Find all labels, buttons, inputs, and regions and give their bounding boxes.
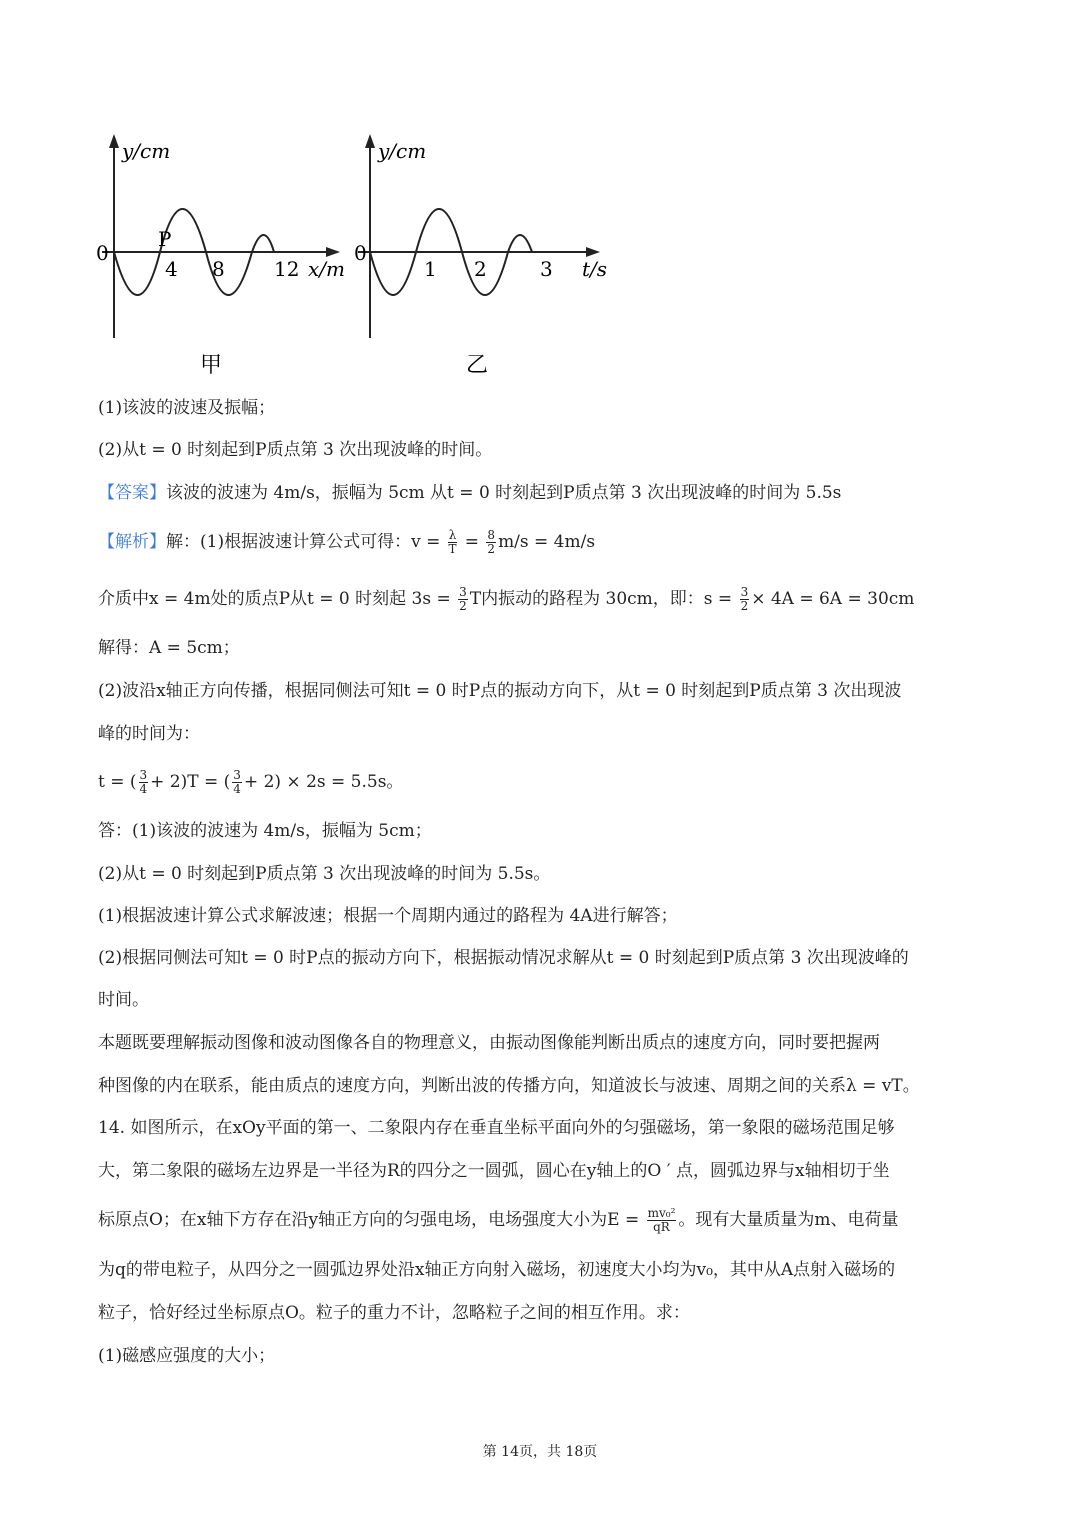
answer-line: [98, 481, 988, 505]
caption-yi: 乙: [466, 353, 489, 378]
t-axis-label: t/s: [582, 257, 608, 281]
reply-line-2: (2)从t = 0 时刻起到P质点第 3 次出现波峰的时间为 5.5s。: [98, 864, 551, 884]
analysis-line-2: 介质中x = 4m处的质点P从t = 0 时刻起 3s = $\frac{3}{2}$ T内振动的路程为 30cm，即：s = $\frac{3}{2}$ × 4A = 6A = 30cm: [98, 585, 915, 613]
vibration-graph-yi: [354, 134, 607, 378]
problem-14-line-5: 粒子，恰好经过坐标原点O。粒子的重力不计，忽略粒子之间的相互作用。求：: [98, 1303, 690, 1323]
fraction-3-4: $\frac{3}{4}$: [233, 768, 241, 796]
point-p-label: P: [158, 227, 172, 251]
problem-14-line-6: (1)磁感应强度的大小；: [98, 1346, 276, 1366]
answer-tag: 【答案】: [98, 483, 166, 503]
note-line-5: 种图像的内在联系，能由质点的速度方向，判断出波的传播方向，知道波长与波速、周期之间的关系λ = vT。: [98, 1076, 920, 1096]
note-line-1: (1)根据波速计算公式求解波速；根据一个周期内通过的路程为 4A进行解答；: [98, 906, 678, 926]
fraction-8-2: $\frac{8}{2}$: [487, 528, 496, 556]
problem-14-line-1: 14. 如图所示，在xOy平面的第一、二象限内存在垂直坐标平面向外的匀强磁场，第一象限的磁场范围足够: [98, 1118, 895, 1138]
y-axis-label: y/cm: [378, 139, 427, 163]
tick-1: 1: [424, 257, 437, 281]
question-1: (1)该波的波速及振幅；: [98, 398, 276, 418]
tick-3: 3: [540, 257, 553, 281]
page-footer: 第 14页，共 18页: [482, 1444, 598, 1460]
reply-line-1: 答：(1)该波的波速为 4m/s，振幅为 5cm；: [98, 821, 432, 841]
question-2: (2)从t = 0 时刻起到P质点第 3 次出现波峰的时间。: [98, 440, 493, 460]
note-line-4: 本题既要理解振动图像和波动图像各自的物理意义，由振动图像能判断出质点的速度方向，同时要把握两: [98, 1033, 880, 1053]
origin-label: 0: [96, 241, 109, 265]
fraction-e-field: $\frac{\text{mv₀²}}{qR}$: [647, 1206, 676, 1234]
analysis-line-6: t = ( $\frac{3}{4}$ + 2)T = ( $\frac{3}{4}$ + 2) × 2s = 5.5s。: [98, 768, 404, 796]
analysis-tag: 【解析】: [98, 532, 166, 552]
fraction-lambda-t: $\frac{\lambda}{T}$: [448, 528, 457, 556]
fraction-3-2: $\frac{3}{2}$: [459, 585, 467, 613]
problem-14-line-3: 标原点O；在x轴下方存在沿y轴正方向的匀强电场，电场强度大小为E = $\frac{\text{mv₀²}}{qR}$ 。现有大量质量为m、电荷量: [98, 1206, 899, 1234]
answer-text: 该波的波速为 4m/s，振幅为 5cm 从t = 0 时刻起到P质点第 3 次出现波峰的时间为 5.5s: [166, 483, 842, 503]
analysis-line-5: 峰的时间为：: [98, 724, 200, 744]
tick-8: 8: [212, 257, 225, 281]
note-line-3: 时间。: [98, 990, 149, 1010]
fraction-3-2: $\frac{3}{2}$: [740, 585, 749, 613]
analysis-line-3: 解得：A = 5cm；: [98, 638, 240, 658]
tick-2: 2: [474, 257, 487, 281]
y-axis-label: y/cm: [122, 139, 171, 163]
note-line-2: (2)根据同侧法可知t = 0 时P点的振动方向下，根据振动情况求解从t = 0 时刻起到P质点第 3 次出现波峰的: [98, 948, 909, 968]
analysis-text: m/s = 4m/s: [498, 532, 596, 552]
fraction-3-4: $\frac{3}{4}$: [139, 768, 148, 796]
x-axis-label: x/m: [308, 257, 345, 281]
analysis-text: 解：(1)根据波速计算公式可得：v =: [166, 532, 446, 552]
wave-graph-jia: [96, 134, 345, 378]
tick-12: 12: [274, 257, 300, 281]
wave-figures: [88, 128, 628, 388]
caption-jia: 甲: [200, 353, 223, 378]
analysis-line-1: 【解析】解：(1)根据波速计算公式可得：v = $\frac{\lambda}{T}$ = $\frac{8}{2}$ m/s = 4m/s: [98, 528, 596, 556]
problem-14-line-2: 大，第二象限的磁场左边界是一半径为R的四分之一圆弧，圆心在y轴上的O ′ 点，圆弧边界与x轴相切于坐: [98, 1161, 890, 1181]
analysis-line-4: (2)波沿x轴正方向传播，根据同侧法可知t = 0 时P点的振动方向下，从t = 0 时刻起到P质点第 3 次出现波: [98, 681, 902, 701]
tick-4: 4: [165, 257, 178, 281]
problem-14-line-4: 为q的带电粒子，从四分之一圆弧边界处沿x轴正方向射入磁场，初速度大小均为v₀，其中从A点射入磁场的: [98, 1260, 896, 1280]
origin-label: 0: [354, 241, 367, 265]
